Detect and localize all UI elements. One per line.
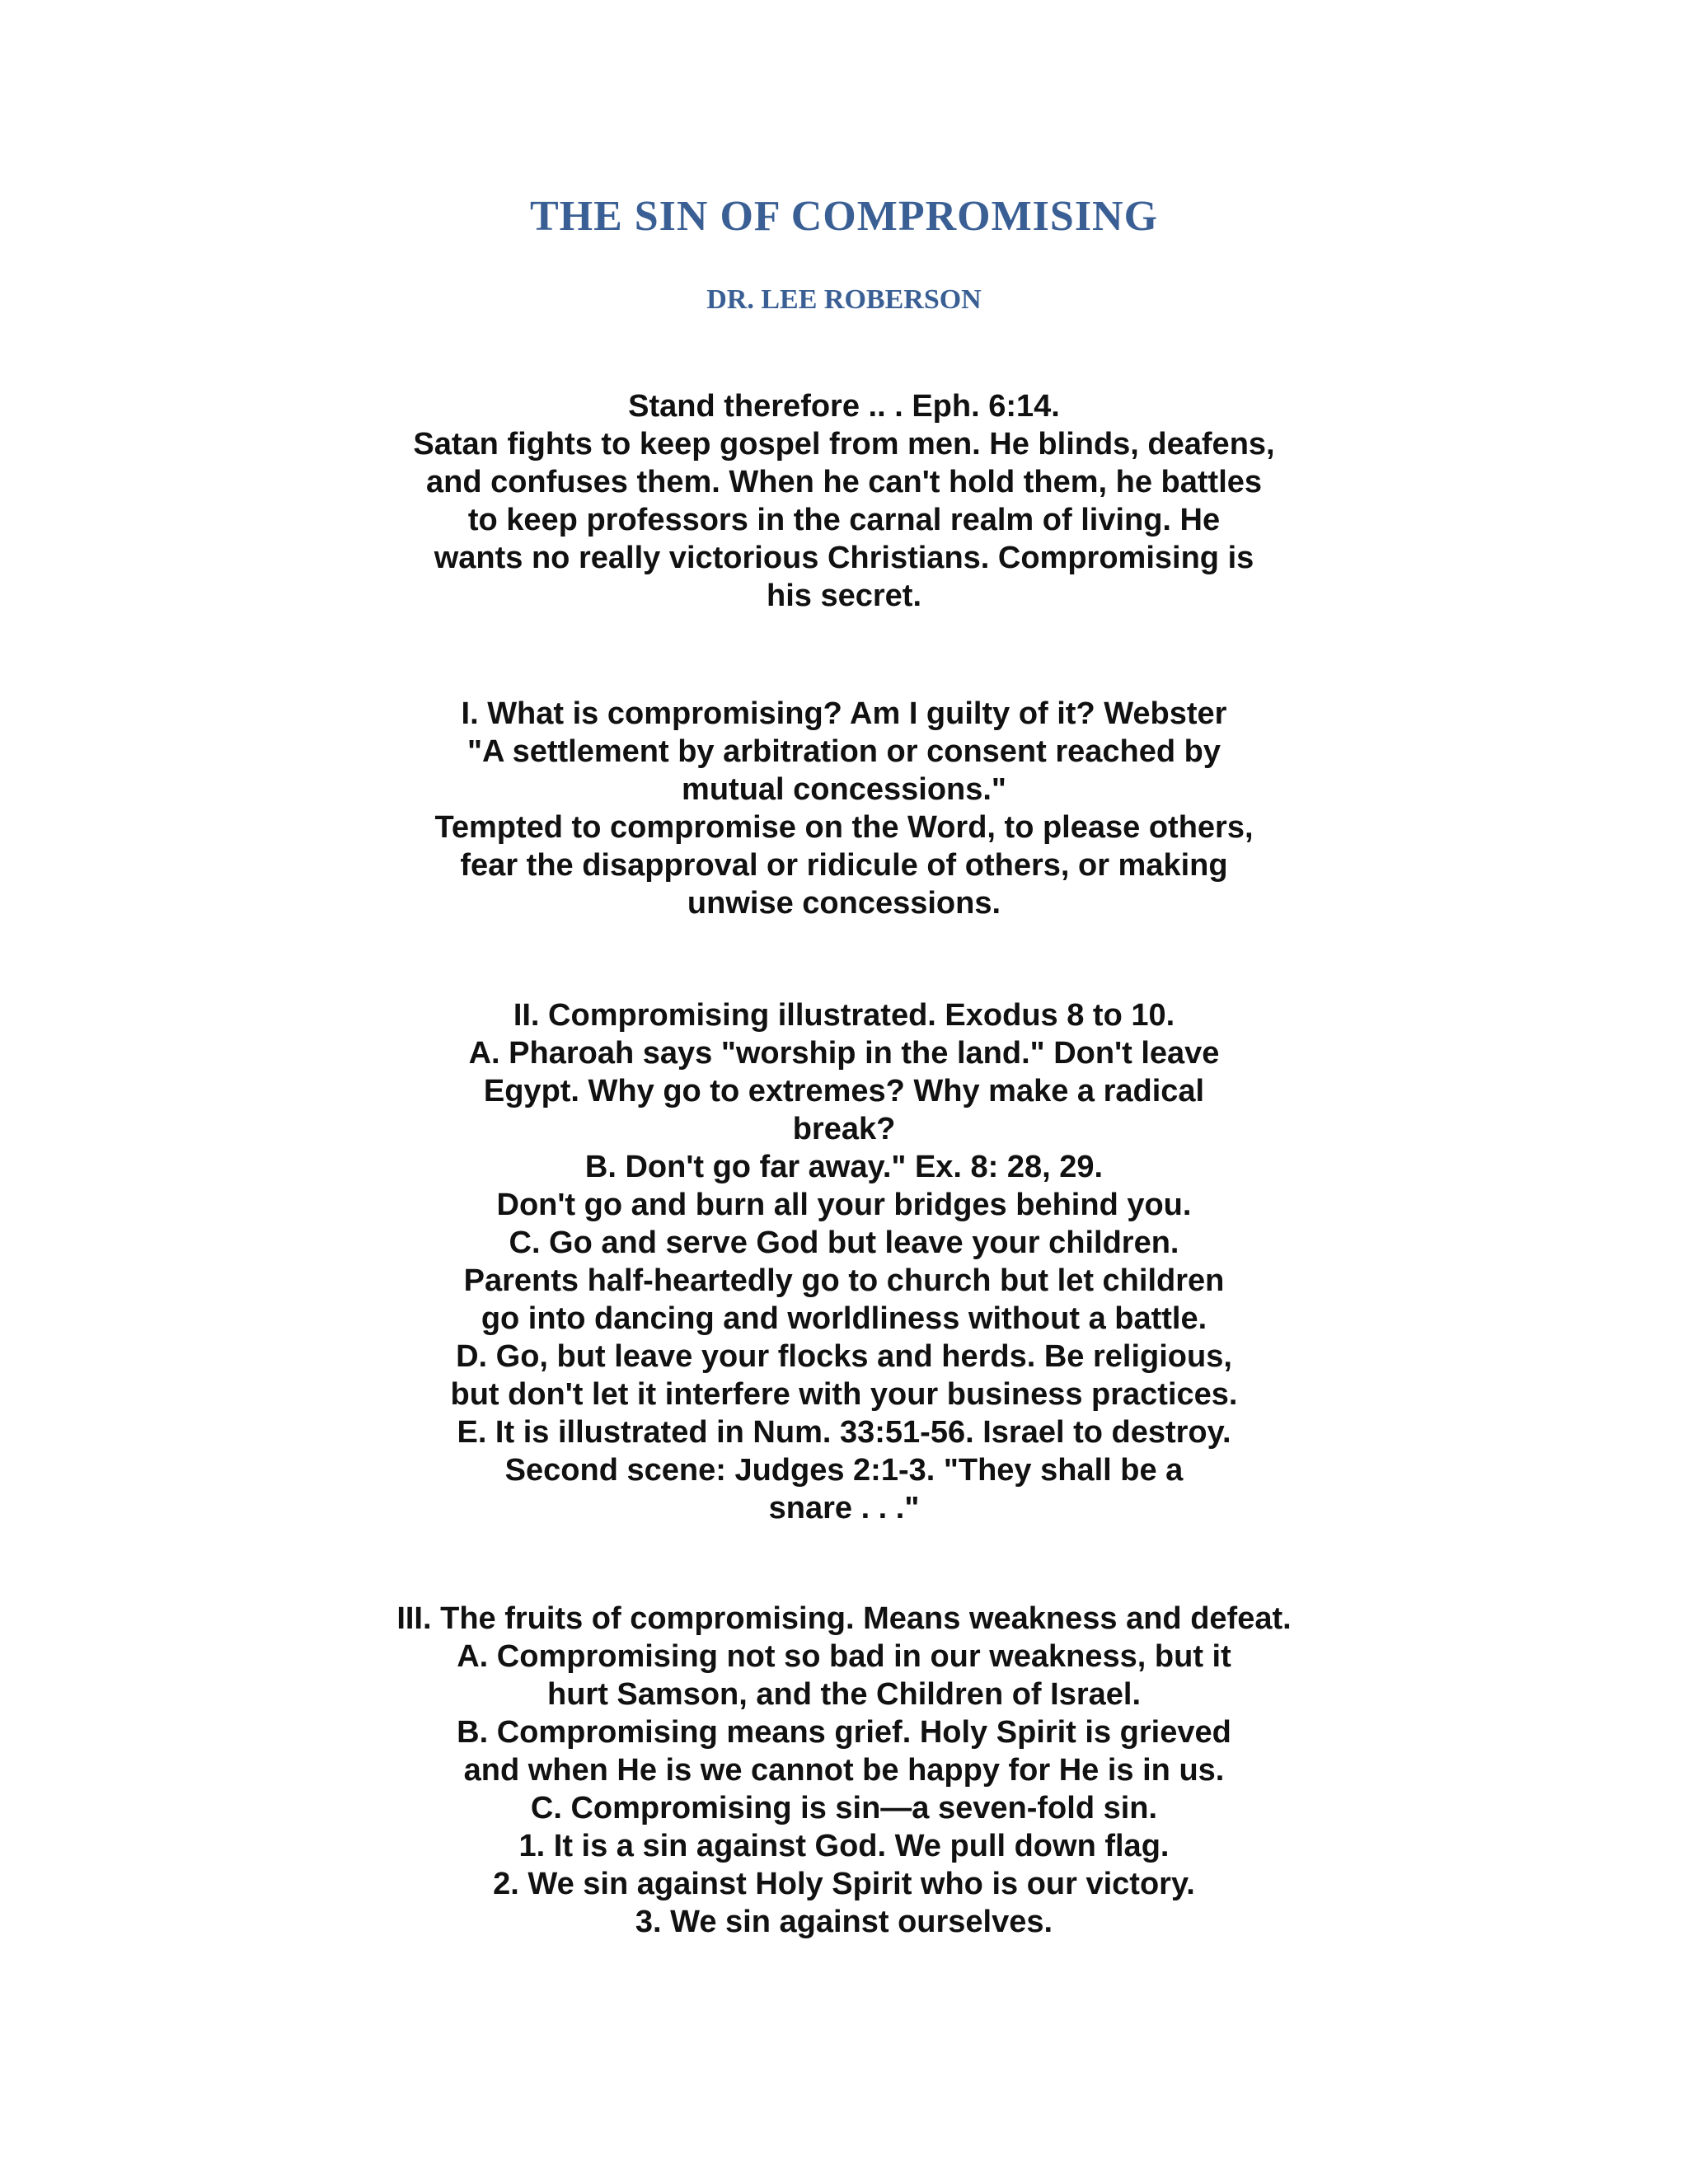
text-line: Stand therefore .. . Eph. 6:14. (628, 389, 1060, 424)
text-line: 1. It is a sin against God. We pull down flag. (518, 1829, 1170, 1863)
section-heading: I. What is compromising? Am I guilty of it? Webster (461, 696, 1227, 731)
section-heading: II. Compromising illustrated. Exodus 8 to 10. (513, 998, 1175, 1033)
text-line: D. Go, but leave your flocks and herds. Be religious, (456, 1339, 1232, 1374)
text-line: Satan fights to keep gospel from men. He blinds, deafens, (413, 427, 1275, 462)
intro-paragraph (0, 387, 1688, 615)
text-line: break? (792, 1112, 896, 1146)
text-line: unwise concessions. (687, 886, 1001, 921)
document-title: THE SIN OF COMPROMISING (529, 193, 1159, 240)
text-line: A. Pharoah says "worship in the land." Don't leave (468, 1036, 1220, 1071)
text-line: and when He is we cannot be happy for He is in us. (463, 1753, 1225, 1788)
text-line: C. Go and serve God but leave your children. (509, 1226, 1179, 1260)
text-line: his secret. (767, 579, 921, 613)
text-line: 2. We sin against Holy Spirit who is our victory. (493, 1867, 1195, 1901)
text-line: wants no really victorious Christians. Compromising is (434, 541, 1254, 575)
text-line: Tempted to compromise on the Word, to please others, (434, 810, 1254, 845)
text-line: mutual concessions." (682, 772, 1006, 807)
text-line: snare . . ." (768, 1491, 920, 1526)
document-author: DR. LEE ROBERSON (706, 284, 982, 315)
section-two (0, 996, 1688, 1527)
text-line: Don't go and burn all your bridges behind you. (496, 1188, 1192, 1222)
text-line: hurt Samson, and the Children of Israel. (547, 1677, 1141, 1712)
text-line: and confuses them. When he can't hold them, he battles (425, 465, 1263, 499)
section-one (0, 695, 1688, 922)
text-line: A. Compromising not so bad in our weakness, but it (457, 1639, 1231, 1674)
text-line: go into dancing and worldliness without a battle. (481, 1301, 1207, 1336)
text-line: but don't let it interfere with your business practices. (450, 1377, 1238, 1412)
section-three (0, 1600, 1688, 1941)
text-line: B. Compromising means grief. Holy Spirit is grieved (457, 1715, 1231, 1750)
text-line: Parents half-heartedly go to church but let children (463, 1263, 1225, 1298)
text-line: 3. We sin against ourselves. (635, 1905, 1053, 1939)
text-line: "A settlement by arbitration or consent reached by (467, 734, 1221, 769)
text-line: to keep professors in the carnal realm of living. He (467, 503, 1221, 537)
text-line: E. It is illustrated in Num. 33:51-56. Israel to destroy. (457, 1415, 1231, 1450)
text-line: Second scene: Judges 2:1-3. "They shall be a (504, 1453, 1184, 1488)
text-line: C. Compromising is sin—a seven-fold sin. (530, 1791, 1158, 1825)
section-heading: III. The fruits of compromising. Means weakness and defeat. (396, 1601, 1292, 1636)
text-line: Egypt. Why go to extremes? Why make a radical (483, 1074, 1205, 1108)
text-line: fear the disapproval or ridicule of others, or making (460, 848, 1228, 883)
text-line: B. Don't go far away." Ex. 8: 28, 29. (584, 1150, 1104, 1184)
